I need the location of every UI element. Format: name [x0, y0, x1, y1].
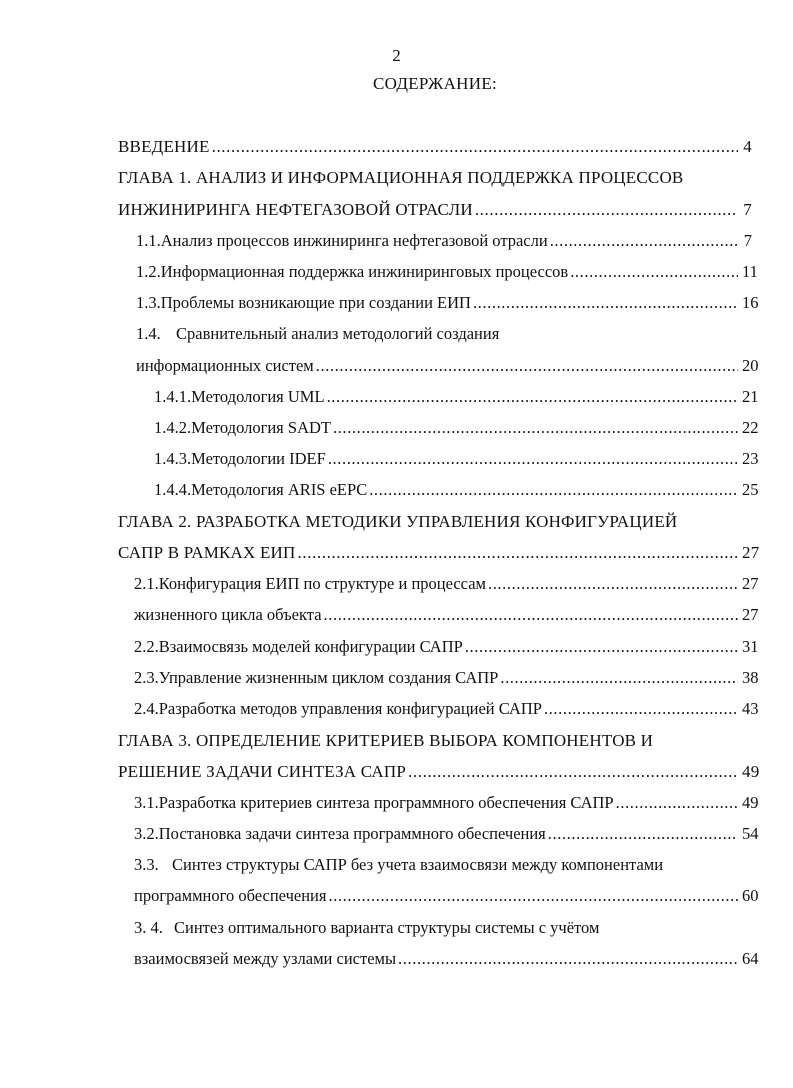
toc-entry-page: 23	[742, 449, 759, 468]
toc-section-3-2[interactable]	[134, 820, 759, 848]
toc-section-1-4[interactable]	[136, 320, 499, 348]
toc-leader-dots	[327, 383, 738, 411]
toc-section-1-4-cont[interactable]	[136, 352, 759, 380]
toc-section-1-4-3[interactable]	[154, 445, 759, 473]
toc-section-3-1[interactable]	[134, 789, 759, 817]
toc-leader-dots	[488, 570, 738, 598]
page-number: 2	[392, 46, 401, 65]
toc-entry-label: жизненного цикла объекта	[134, 605, 322, 624]
toc-leader-dots	[212, 133, 738, 161]
toc-entry-number: 1.2.	[136, 262, 161, 281]
toc-leader-dots	[408, 758, 738, 786]
toc-entry-number: 3.2.	[134, 824, 159, 843]
toc-entry-number: 3.1.	[134, 793, 159, 812]
toc-entry-page: 27	[742, 605, 759, 624]
toc-leader-dots	[616, 789, 738, 817]
toc-leader-dots	[398, 945, 738, 973]
toc-entry-page: 20	[742, 356, 759, 375]
toc-section-3-4[interactable]	[134, 914, 599, 942]
toc-entry-label: Методология SADT	[191, 418, 331, 437]
toc-entry-page: 27	[742, 574, 759, 593]
toc-entry-label: ГЛАВА 1. АНАЛИЗ И ИНФОРМАЦИОННАЯ ПОДДЕРЖКА ПРОЦЕССОВ	[118, 168, 684, 187]
toc-chapter-1-heading-cont[interactable]	[118, 196, 752, 224]
toc-section-1-1[interactable]	[136, 227, 752, 255]
toc-section-3-3-cont[interactable]	[134, 882, 759, 910]
toc-section-2-3[interactable]	[134, 664, 759, 692]
toc-chapter-3-heading[interactable]	[118, 727, 653, 755]
toc-entry-number: 3. 4.	[134, 918, 163, 937]
toc-entry-number: 2.1.	[134, 574, 159, 593]
toc-entry-label: РЕШЕНИЕ ЗАДАЧИ СИНТЕЗА САПР	[118, 762, 407, 781]
toc-leader-dots	[473, 289, 738, 317]
toc-entry-page: 31	[742, 637, 759, 656]
toc-section-3-4-cont[interactable]	[134, 945, 759, 973]
toc-section-2-2[interactable]	[134, 633, 759, 661]
toc-entry-label: Методологии IDEF	[191, 449, 326, 468]
toc-entry-page: 22	[742, 418, 759, 437]
toc-entry-introduction[interactable]	[118, 133, 752, 161]
toc-leader-dots	[328, 882, 738, 910]
toc-entry-label: Синтез оптимального варианта структуры системы с учётом	[174, 918, 600, 937]
toc-section-1-2[interactable]	[136, 258, 758, 286]
toc-section-2-1[interactable]	[134, 570, 759, 598]
toc-entry-page: 38	[742, 668, 759, 687]
toc-leader-dots	[475, 196, 738, 224]
toc-section-1-4-2[interactable]	[154, 414, 759, 442]
toc-leader-dots	[550, 227, 738, 255]
toc-entry-number: 1.4.3.	[154, 449, 192, 468]
toc-entry-number: 3.3.	[134, 855, 159, 874]
toc-leader-dots	[316, 352, 738, 380]
toc-leader-dots	[369, 476, 738, 504]
toc-entry-label: Синтез структуры САПР без учета взаимосвязи между компонентами	[172, 855, 664, 874]
toc-entry-number: 1.4.1.	[154, 387, 192, 406]
toc-entry-page: 7	[743, 200, 752, 219]
toc-section-2-1-cont[interactable]	[134, 601, 759, 629]
toc-entry-page: 49	[742, 793, 759, 812]
toc-entry-page: 25	[742, 480, 759, 499]
toc-section-1-4-4[interactable]	[154, 476, 759, 504]
toc-chapter-2-heading-cont[interactable]	[118, 539, 760, 567]
toc-entry-page: 16	[742, 293, 759, 312]
toc-entry-label: САПР В РАМКАХ ЕИП	[118, 543, 296, 562]
toc-entry-label: Конфигурация ЕИП по структуре и процессам	[158, 574, 486, 593]
toc-leader-dots	[298, 539, 739, 567]
toc-entry-label: ВВЕДЕНИЕ	[118, 137, 210, 156]
toc-entry-page: 21	[742, 387, 759, 406]
toc-leader-dots	[324, 601, 738, 629]
toc-entry-label: Анализ процессов инжиниринга нефтегазовой отрасли	[160, 231, 548, 250]
toc-entry-number: 1.1.	[136, 231, 161, 250]
toc-section-3-3[interactable]	[134, 851, 663, 879]
toc-entry-page: 7	[743, 231, 752, 250]
toc-entry-label: Проблемы возникающие при создании ЕИП	[160, 293, 471, 312]
toc-entry-page: 43	[742, 699, 759, 718]
toc-entry-page: 64	[742, 949, 759, 968]
toc-leader-dots	[465, 633, 738, 661]
toc-chapter-1-heading[interactable]	[118, 164, 683, 192]
toc-entry-page: 54	[742, 824, 759, 843]
toc-leader-dots	[544, 695, 738, 723]
toc-entry-label: ГЛАВА 2. РАЗРАБОТКА МЕТОДИКИ УПРАВЛЕНИЯ КОНФИГУРАЦИЕЙ	[118, 512, 678, 531]
toc-section-1-3[interactable]	[136, 289, 759, 317]
toc-chapter-2-heading[interactable]	[118, 508, 677, 536]
toc-entry-label: Взаимосвязь моделей конфигурации САПР	[158, 637, 463, 656]
toc-entry-label: Методология ARIS eEPC	[191, 480, 368, 499]
toc-entry-page: 27	[742, 543, 760, 562]
toc-section-1-4-1[interactable]	[154, 383, 759, 411]
toc-entry-number: 2.4.	[134, 699, 159, 718]
toc-leader-dots	[333, 414, 738, 442]
toc-entry-label: ИНЖИНИРИНГА НЕФТЕГАЗОВОЙ ОТРАСЛИ	[118, 200, 473, 219]
toc-entry-label: ГЛАВА 3. ОПРЕДЕЛЕНИЕ КРИТЕРИЕВ ВЫБОРА КОМПОНЕНТОВ И	[118, 731, 654, 750]
toc-leader-dots	[328, 445, 738, 473]
toc-entry-label: Постановка задачи синтеза программного обеспечения	[158, 824, 546, 843]
toc-entry-label: Разработка методов управления конфигурацией САПР	[158, 699, 542, 718]
toc-entry-number: 2.2.	[134, 637, 159, 656]
toc-entry-page: 4	[743, 137, 752, 156]
toc-leader-dots	[548, 820, 738, 848]
toc-entry-number: 1.4.	[136, 324, 161, 343]
toc-entry-label: Разработка критериев синтеза программного обеспечения САПР	[158, 793, 614, 812]
toc-entry-number: 1.3.	[136, 293, 161, 312]
toc-entry-page: 11	[742, 262, 758, 281]
toc-entry-number: 1.4.2.	[154, 418, 192, 437]
toc-entry-page: 49	[742, 762, 760, 781]
toc-entry-page: 60	[742, 886, 759, 905]
toc-entry-label: взаимосвязей между узлами системы	[134, 949, 397, 968]
page-title: СОДЕРЖАНИЕ:	[372, 74, 498, 93]
toc-chapter-3-heading-cont[interactable]	[118, 758, 760, 786]
toc-entry-number: 2.3.	[134, 668, 159, 687]
toc-entry-label: программного обеспечения	[134, 886, 327, 905]
toc-leader-dots	[500, 664, 738, 692]
toc-entry-number: 1.4.4.	[154, 480, 192, 499]
toc-entry-label: Сравнительный анализ методологий создания	[176, 324, 500, 343]
toc-entry-label: Информационная поддержка инжиниринговых процессов	[160, 262, 569, 281]
toc-entry-label: информационных систем	[136, 356, 314, 375]
toc-entry-label: Управление жизненным циклом создания САПР	[158, 668, 499, 687]
toc-leader-dots	[570, 258, 738, 286]
toc-section-2-4[interactable]	[134, 695, 759, 723]
toc-entry-label: Методология UML	[191, 387, 325, 406]
